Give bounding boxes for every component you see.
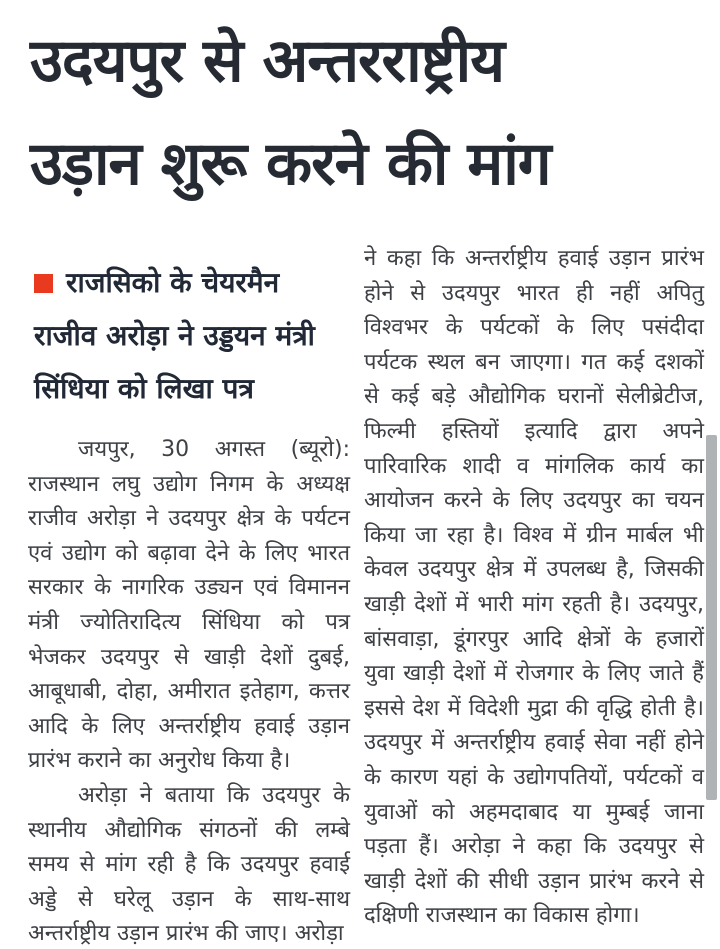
scrollbar-thumb[interactable] <box>706 435 717 800</box>
subhead <box>28 242 350 431</box>
red-square-bullet-icon <box>34 274 53 293</box>
subhead-text: राजसिको के चेयरमैन राजीव अरोड़ा ने उड्डयन मंत्री सिंधिया को लिखा पत्र <box>34 266 315 405</box>
headline-line-2: उड़ान शुरू करने की मांग <box>30 129 551 199</box>
right-column <box>364 242 704 934</box>
right-paragraph-1: ने कहा कि अन्तर्राष्ट्रीय हवाई उड़ान प्रारंभ होने से उदयपुर भारत ही नहीं अपितु विश्वभर के पर्यटकों के लिए पसंदीदा पर्यटक स्थल बन जाएगा। गत कई दशकों से कई बड़े औद्योगिक घरानों सेलीब्रेटीज, फिल्मी हस्तियों इत्यादि द्वारा अपने पारिवारिक शादी व मांगलिक कार्य का आयोजन करने के लिए उदयपुर का चयन किया जा रहा है। विश्व में ग्रीन मार्बल भी केवल उदयपुर क्षेत्र में उपलब्ध है, जिसकी खाड़ी देशों में भारी मांग रहती है। उदयपुर, बांसवाड़ा, डूंगरपुर आदि क्षेत्रों के हजारों युवा खाड़ी देशों में रोजगार के लिए जाते हैं इससे देश में विदेशी मुद्रा की वृद्धि होती है। उदयपुर में अन्तर्राष्ट्रीय हवाई सेवा नहीं होने के कारण यहां के उद्योगपतियों, पर्यटकों व युवाओं को अहमदाबाद या मुम्बई जाना पड़ता हैं। अरोड़ा ने कहा कि उदयपुर से खाड़ी देशों की सीधी उड़ान प्रारंभ करने से दक्षिणी राजस्थान का विकास होगा। <box>364 246 704 929</box>
article-body <box>0 216 720 949</box>
left-paragraph-1: जयपुर, 30 अगस्त (ब्यूरो): राजस्थान लघु उद्योग निगम के अध्यक्ष राजीव अरोड़ा ने उदयपुर क्षेत्र के पर्यटन एवं उद्योग को बढ़ावा देने के लिए भारत सरकार के नागरिक उड्यन एवं विमानन मंत्री ज्योतिरादित्य सिंधिया को पत्र भेजकर उदयपुर से खाड़ी देशों दुबई, आबूधाबी, दोहा, अमीरात इतेहाग, कत्तर आदि के लिए अन्तर्राष्ट्रीय हवाई उड़ान प्रारंभ कराने का अनुरोध किया है। <box>28 437 350 774</box>
headline-line-1: उदयपुर से अन्तरराष्ट्रीय <box>30 26 505 96</box>
article-headline <box>0 0 720 216</box>
left-column <box>28 242 350 949</box>
left-paragraph-2: अरोड़ा ने बताया कि उदयपुर के स्थानीय औद्योगिक संगठनों की लम्बे समय से मांग रही है कि उदयपुर हवाई अड्डे से घरेलू उड़ान के साथ-साथ अन्तर्राष्ट्रीय उड़ान प्रारंभ की जाए। अरोड़ा <box>28 782 350 947</box>
